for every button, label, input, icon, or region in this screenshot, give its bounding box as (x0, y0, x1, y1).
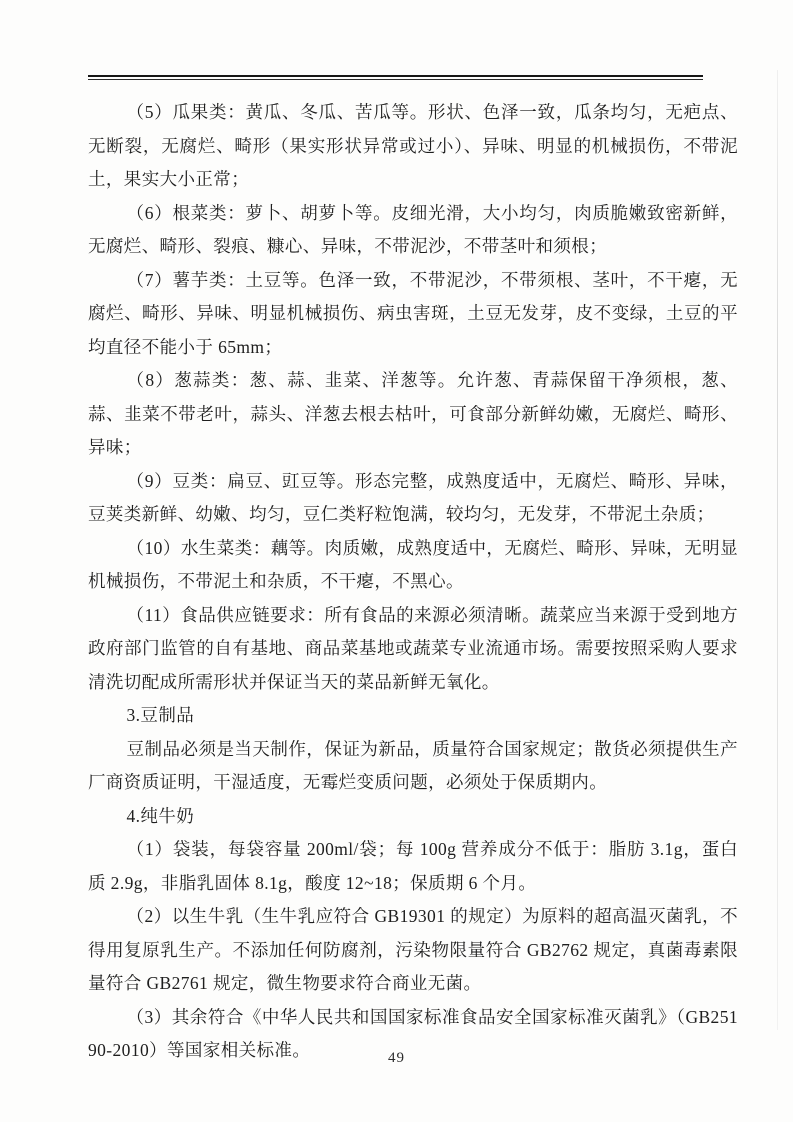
paragraph-soy-products-spec: 豆制品必须是当天制作，保证为新品，质量符合国家规定；散货必须提供生产厂商资质证明，干湿适度，无霉烂变质问题，必须处于保质期内。 (88, 738, 738, 792)
page-number: 49 (388, 1050, 405, 1066)
header-double-rule (88, 75, 703, 80)
paragraph-melon-fruit-category: （5）瓜果类：黄瓜、冬瓜、苦瓜等。形状、色泽一致，瓜条均匀，无疤点、无断裂，无腐烂、畸形（果实形状异常或过小）、异味、明显的机械损伤，不带泥土，果实大小正常； (88, 102, 738, 189)
scan-edge-artifact (777, 70, 778, 1030)
heading-soy-products: 3.豆制品 (126, 705, 195, 725)
paragraph-supply-chain-requirements: （11）食品供应链要求：所有食品的来源必须清晰。蔬菜应当来源于受到地方政府部门监管的自有基地、商品菜基地或蔬菜专业流通市场。需要按照采购人要求清洗切配成所需形状并保证当天的菜品新鲜无氧化。 (88, 604, 738, 692)
paragraph-bean-category: （9）豆类：扁豆、豇豆等。形态完整，成熟度适中，无腐烂、畸形、异味，豆荚类新鲜、幼嫩、均匀，豆仁类籽粒饱满，较均匀，无发芽，不带泥土杂质； (88, 470, 738, 524)
paragraph-aquatic-vegetable-category: （10）水生菜类：藕等。肉质嫩，成熟度适中，无腐烂、畸形、异味，无明显机械损伤，不带泥土和杂质，不干瘪，不黑心。 (88, 537, 738, 591)
paragraph-milk-packaging-spec: （1）袋装，每袋容量 200ml/袋；每 100g 营养成分不低于：脂肪 3.1g，蛋白质 2.9g，非脂乳固体 8.1g，酸度 12~18；保质期 6 个月。 (88, 839, 738, 893)
paragraph-allium-category: （8）葱蒜类：葱、蒜、韭菜、洋葱等。允许葱、青蒜保留干净须根，葱、蒜、韭菜不带老叶，蒜头、洋葱去根去枯叶，可食部分新鲜幼嫩，无腐烂、畸形、异味； (88, 370, 738, 457)
heading-pure-milk: 4.纯牛奶 (126, 805, 195, 826)
paragraph-tuber-category: （7）薯芋类：土豆等。色泽一致，不带泥沙，不带须根、茎叶，不干瘪，无腐烂、畸形、异味、明显机械损伤、病虫害斑，土豆无发芽，皮不变绿，土豆的平均直径不能小于 65mm； (88, 269, 738, 357)
paragraph-root-vegetable-category: （6）根菜类：萝卜、胡萝卜等。皮细光滑，大小均匀，肉质脆嫩致密新鲜，无腐烂、畸形、裂痕、糠心、异味，不带泥沙，不带茎叶和须根； (88, 202, 738, 256)
document-body (88, 96, 738, 1068)
paragraph-milk-raw-material-spec: （2）以生牛乳（生牛乳应符合 GB19301 的规定）为原料的超高温灭菌乳，不得用复原乳生产。不添加任何防腐剂，污染物限量符合 GB2762 规定，真菌毒素限量符合 GB2761 规定，微生物要求符合商业无菌。 (88, 906, 738, 993)
paragraph-milk-national-standards: （3）其余符合《中华人民共和国国家标准食品安全国家标准灭菌乳》（GB25190-2010）等国家相关标准。 (88, 1006, 738, 1060)
